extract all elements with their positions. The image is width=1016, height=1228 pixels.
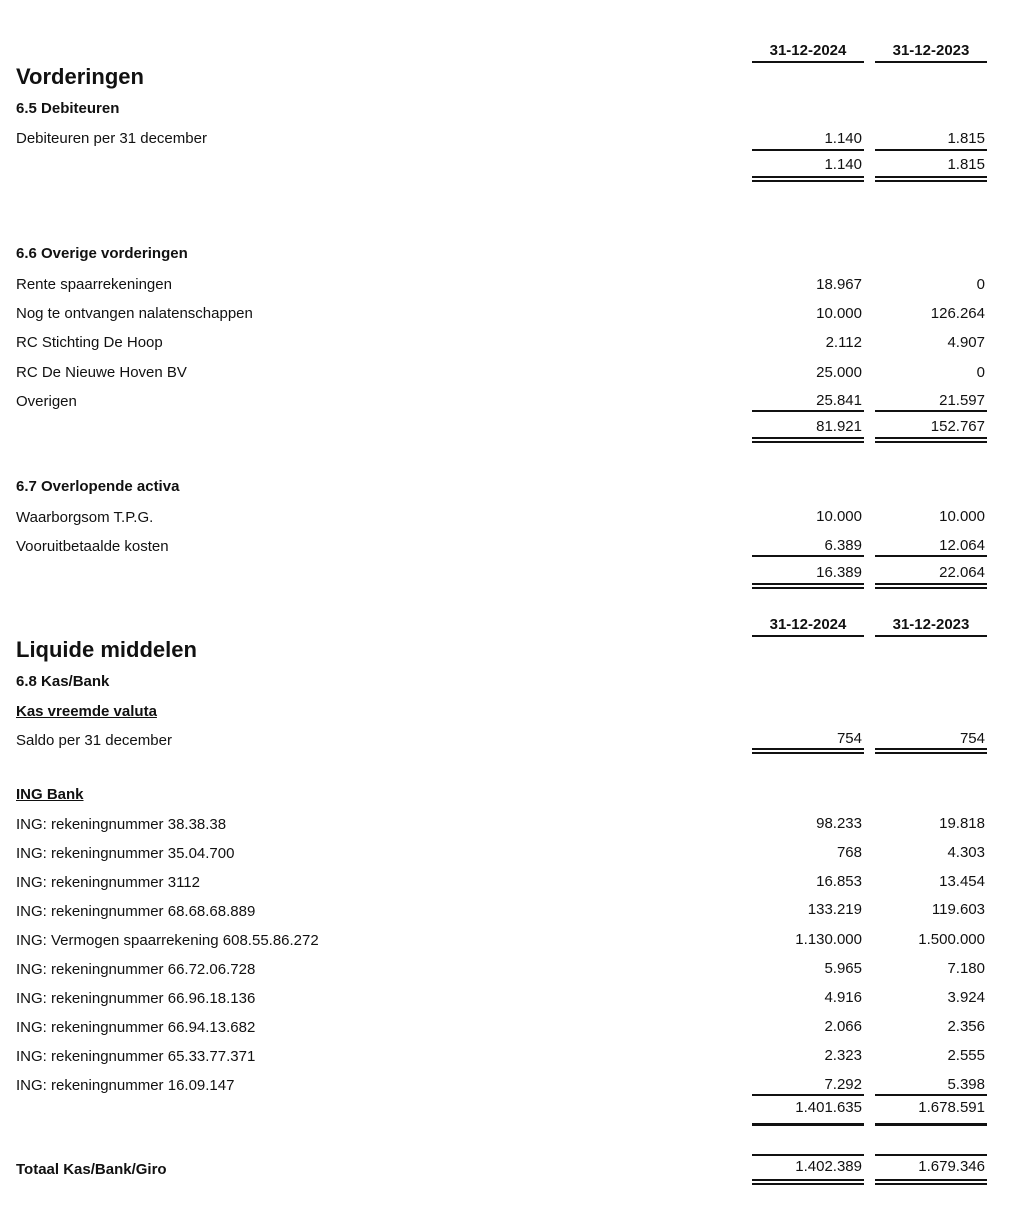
row-value-2023: 0	[976, 276, 985, 293]
total-double-line	[875, 583, 987, 589]
total-double-line	[875, 748, 987, 754]
row-value-2023: 1.500.000	[918, 931, 985, 948]
row-label: ING: rekeningnummer 66.72.06.728	[16, 961, 256, 978]
row-label: Overigen	[16, 393, 77, 410]
row-value-2023: 4.907	[947, 334, 985, 351]
row-label: ING: Vermogen spaarrekening 608.55.86.272	[16, 932, 319, 949]
column-header-2024: 31-12-2024	[769, 616, 847, 633]
row-label: ING: rekeningnummer 68.68.68.889	[16, 903, 256, 920]
row-label: Vooruitbetaalde kosten	[16, 538, 169, 555]
row-value-2023: 12.064	[939, 537, 985, 554]
row-value-2024: 2.066	[824, 1018, 862, 1035]
row-label: Debiteuren per 31 december	[16, 130, 207, 147]
column-header-underline	[875, 61, 987, 63]
total-double-line	[752, 748, 864, 754]
row-label: ING: rekeningnummer 65.33.77.371	[16, 1048, 256, 1065]
row-value-2023: 7.180	[947, 960, 985, 977]
column-header-2023: 31-12-2023	[892, 42, 970, 59]
total-value-2023: 1.678.591	[918, 1099, 985, 1116]
row-label: Nog te ontvangen nalatenschappen	[16, 305, 253, 322]
row-label: ING: rekeningnummer 66.94.13.682	[16, 1019, 256, 1036]
total-double-line	[752, 583, 864, 589]
grand-total-value-2024: 1.402.389	[795, 1158, 862, 1175]
row-value-2024: 10.000	[816, 305, 862, 322]
row-value-2023: 10.000	[939, 508, 985, 525]
row-value-2024: 768	[836, 844, 862, 861]
row-value-2024: 10.000	[816, 508, 862, 525]
row-value-2024: 754	[836, 730, 862, 747]
total-value-2023: 1.815	[947, 156, 985, 173]
total-double-line	[752, 176, 864, 182]
total-value-2024: 16.389	[816, 564, 862, 581]
row-label: RC Stichting De Hoop	[16, 334, 163, 351]
grand-total-value-2023: 1.679.346	[918, 1158, 985, 1175]
total-value-2024: 1.140	[824, 156, 862, 173]
row-label: ING: rekeningnummer 16.09.147	[16, 1077, 235, 1094]
column-header-underline	[752, 635, 864, 637]
group-title-kas-vreemde-valuta: Kas vreemde valuta	[16, 703, 157, 720]
subtotal-line	[875, 149, 987, 151]
row-value-2023: 119.603	[931, 901, 985, 918]
row-label: ING: rekeningnummer 3112	[16, 874, 200, 891]
row-value-2024: 98.233	[816, 815, 862, 832]
total-value-2024: 1.401.635	[795, 1099, 862, 1116]
row-value-2023: 13.454	[939, 873, 985, 890]
row-value-2023: 5.398	[947, 1076, 985, 1093]
row-value-2024: 2.112	[825, 334, 862, 351]
subtotal-line	[875, 1094, 987, 1096]
row-value-2024: 1.140	[824, 130, 862, 147]
subsection-title-debiteuren: 6.5 Debiteuren	[16, 100, 120, 117]
subtotal-line	[875, 555, 987, 557]
subtotal-line	[752, 149, 864, 151]
row-value-2023: 2.356	[947, 1018, 985, 1035]
subsection-title-overlopende-activa: 6.7 Overlopende activa	[16, 478, 180, 495]
row-value-2023: 754	[959, 730, 985, 747]
row-label: ING: rekeningnummer 66.96.18.136	[16, 990, 256, 1007]
row-value-2024: 18.967	[816, 276, 862, 293]
row-value-2024: 7.292	[824, 1076, 862, 1093]
row-value-2023: 2.555	[947, 1047, 985, 1064]
total-double-line	[875, 176, 987, 182]
row-value-2024: 2.323	[824, 1047, 862, 1064]
row-value-2023: 4.303	[947, 844, 985, 861]
row-value-2023: 0	[976, 364, 985, 381]
row-value-2023: 3.924	[947, 989, 985, 1006]
section-title-vorderingen: Vorderingen	[16, 64, 144, 89]
subtotal-line	[752, 1094, 864, 1096]
row-label: ING: rekeningnummer 35.04.700	[16, 845, 235, 862]
grand-total-label: Totaal Kas/Bank/Giro	[16, 1161, 167, 1178]
grand-total-top-line	[875, 1154, 987, 1156]
row-value-2024: 16.853	[816, 873, 862, 890]
column-header-2024: 31-12-2024	[769, 42, 847, 59]
row-label: RC De Nieuwe Hoven BV	[16, 364, 187, 381]
row-value-2023: 21.597	[939, 392, 985, 409]
total-thick-line	[752, 1123, 864, 1126]
row-value-2024: 6.389	[824, 537, 862, 554]
grand-total-double-line	[875, 1179, 987, 1185]
total-thick-line	[875, 1123, 987, 1126]
total-double-line	[875, 437, 987, 443]
row-value-2024: 5.965	[824, 960, 862, 977]
total-value-2023: 22.064	[939, 564, 985, 581]
grand-total-double-line	[752, 1179, 864, 1185]
row-value-2024: 25.000	[816, 364, 862, 381]
row-value-2024: 25.841	[816, 392, 862, 409]
subsection-title-overige-vorderingen: 6.6 Overige vorderingen	[16, 245, 188, 262]
section-title-liquide-middelen: Liquide middelen	[16, 637, 197, 662]
subtotal-line	[875, 410, 987, 412]
row-value-2023: 19.818	[939, 815, 985, 832]
column-header-underline	[752, 61, 864, 63]
row-value-2023: 126.264	[930, 305, 985, 322]
subtotal-line	[752, 410, 864, 412]
row-label: Waarborgsom T.P.G.	[16, 509, 154, 526]
column-header-2023: 31-12-2023	[892, 616, 970, 633]
grand-total-top-line	[752, 1154, 864, 1156]
group-title-ing-bank: ING Bank	[16, 786, 84, 803]
row-value-2024: 4.916	[824, 989, 862, 1006]
row-value-2023: 1.815	[947, 130, 985, 147]
subsection-title-kas-bank: 6.8 Kas/Bank	[16, 673, 110, 690]
total-value-2024: 81.921	[816, 418, 862, 435]
row-value-2024: 133.219	[807, 901, 862, 918]
total-value-2023: 152.767	[930, 418, 985, 435]
total-double-line	[752, 437, 864, 443]
row-label: Rente spaarrekeningen	[16, 276, 172, 293]
row-label: ING: rekeningnummer 38.38.38	[16, 816, 227, 833]
row-label: Saldo per 31 december	[16, 732, 172, 749]
row-value-2024: 1.130.000	[795, 931, 862, 948]
column-header-underline	[875, 635, 987, 637]
subtotal-line	[752, 555, 864, 557]
